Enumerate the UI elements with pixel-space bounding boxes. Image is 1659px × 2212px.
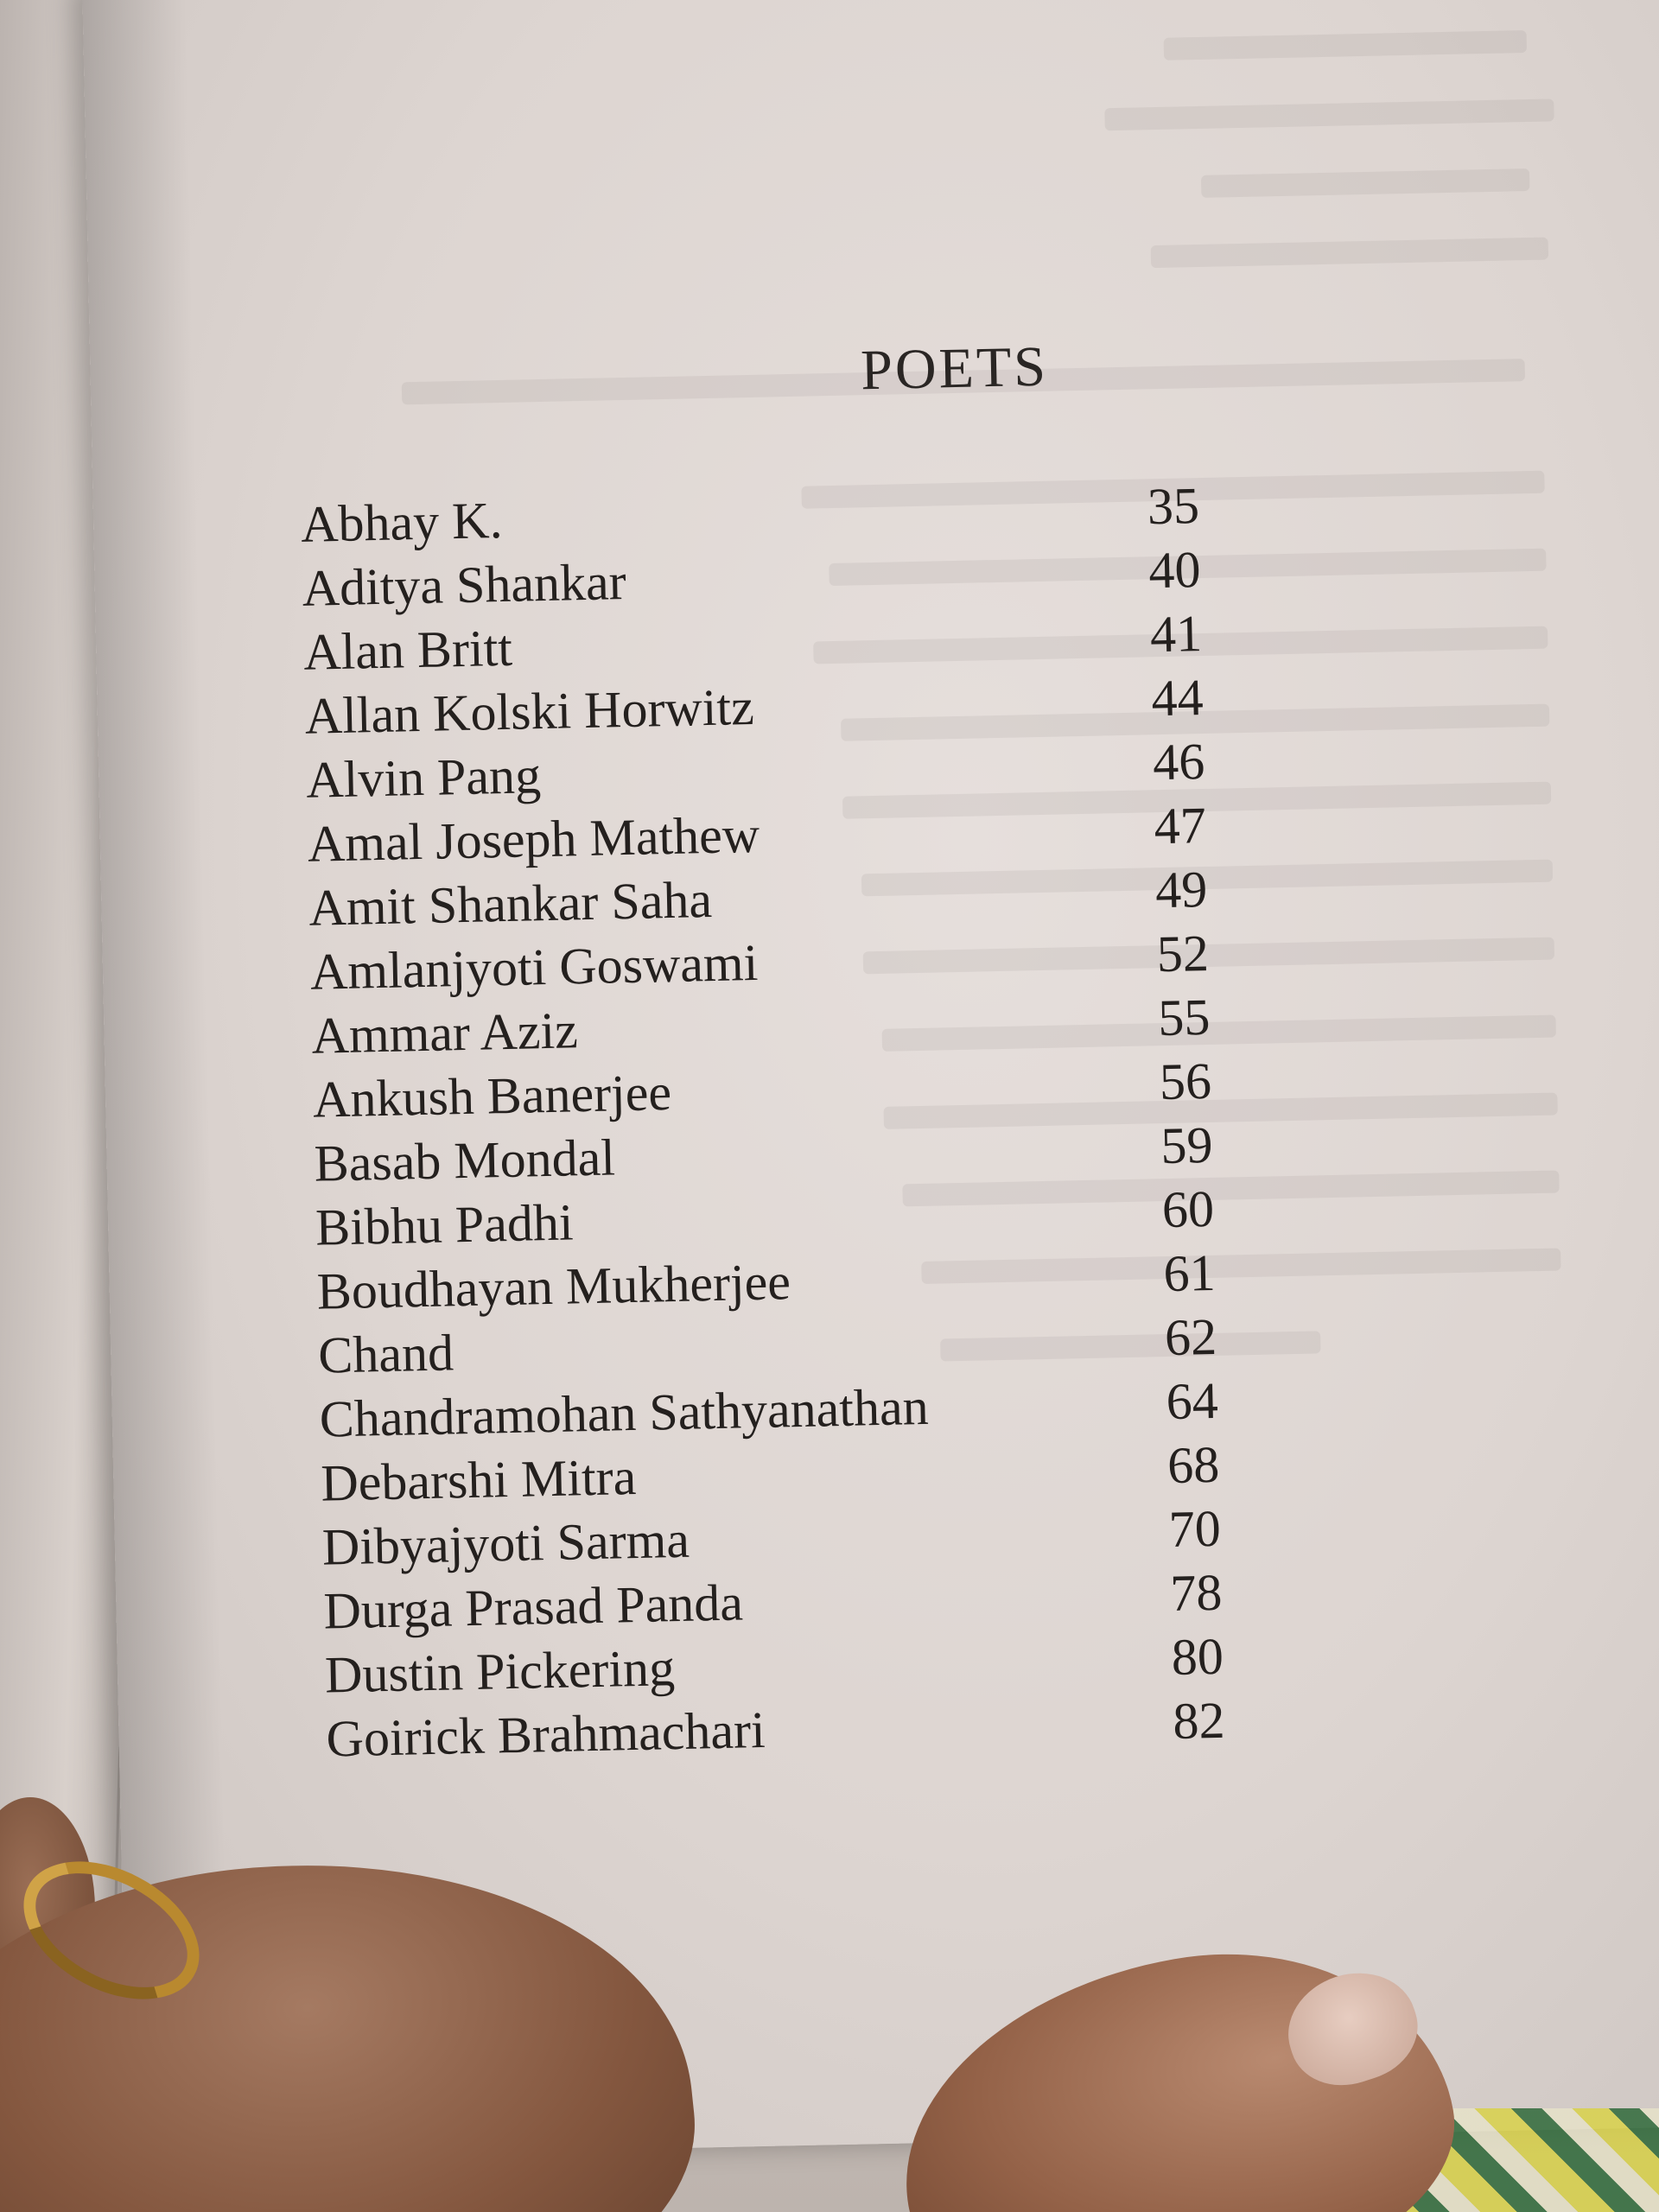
poet-index-list <box>300 474 1225 1770</box>
page-number: 56 <box>1159 1052 1212 1111</box>
poet-name: Amlanjyoti Goswami <box>309 933 759 1001</box>
page-number: 70 <box>1168 1499 1222 1559</box>
page-number: 40 <box>1147 541 1202 600</box>
poet-name: Ammar Aziz <box>310 1001 579 1065</box>
page-number: 61 <box>1162 1243 1217 1303</box>
page-title: POETS <box>860 334 1049 403</box>
page-number: 60 <box>1161 1179 1215 1239</box>
page-number: 59 <box>1160 1116 1214 1175</box>
poet-name: Boudhayan Mukherjee <box>316 1253 791 1320</box>
page-number: 49 <box>1154 860 1208 919</box>
poet-name: Debarshi Mitra <box>320 1447 637 1512</box>
page-number: 46 <box>1152 732 1205 791</box>
page-number: 68 <box>1166 1435 1220 1495</box>
poet-name: Basab Mondal <box>313 1128 616 1192</box>
poet-name: Alvin Pang <box>305 747 542 809</box>
poet-name: Ankush Banerjee <box>312 1064 672 1128</box>
poet-name: Aditya Shankar <box>302 552 627 617</box>
page-number: 41 <box>1149 605 1203 664</box>
bleed-through <box>1201 168 1529 198</box>
bleed-through <box>1151 238 1548 269</box>
page-number: 47 <box>1154 796 1207 855</box>
page-number: 35 <box>1147 477 1200 536</box>
page-number: 52 <box>1156 924 1210 983</box>
poet-name: Goirick Brahmachari <box>325 1700 766 1768</box>
poet-name: Durga Prasad Panda <box>322 1573 744 1640</box>
poet-name: Chandramohan Sathyanathan <box>319 1377 930 1448</box>
poet-name: Allan Kolski Horwitz <box>304 677 755 745</box>
poet-name: Amal Joseph Mathew <box>307 805 760 873</box>
poet-name: Chand <box>317 1324 454 1384</box>
book-page <box>82 0 1659 2159</box>
poet-name: Alan Britt <box>302 619 513 681</box>
bleed-through <box>1164 30 1527 60</box>
page-number: 55 <box>1157 988 1211 1047</box>
page-number: 44 <box>1150 669 1205 728</box>
page-number: 82 <box>1172 1691 1226 1750</box>
page-number: 80 <box>1171 1627 1224 1687</box>
page-number: 78 <box>1169 1563 1223 1623</box>
poet-name: Amit Shankar Saha <box>308 870 713 937</box>
page-number: 64 <box>1165 1371 1219 1431</box>
poet-name: Abhay K. <box>300 491 504 553</box>
poet-name: Dibyajyoti Sarma <box>321 1510 690 1576</box>
bleed-through <box>1104 99 1554 130</box>
poet-name: Dustin Pickering <box>324 1639 676 1704</box>
poet-name: Bibhu Padhi <box>315 1193 575 1256</box>
page-number: 62 <box>1164 1307 1217 1367</box>
